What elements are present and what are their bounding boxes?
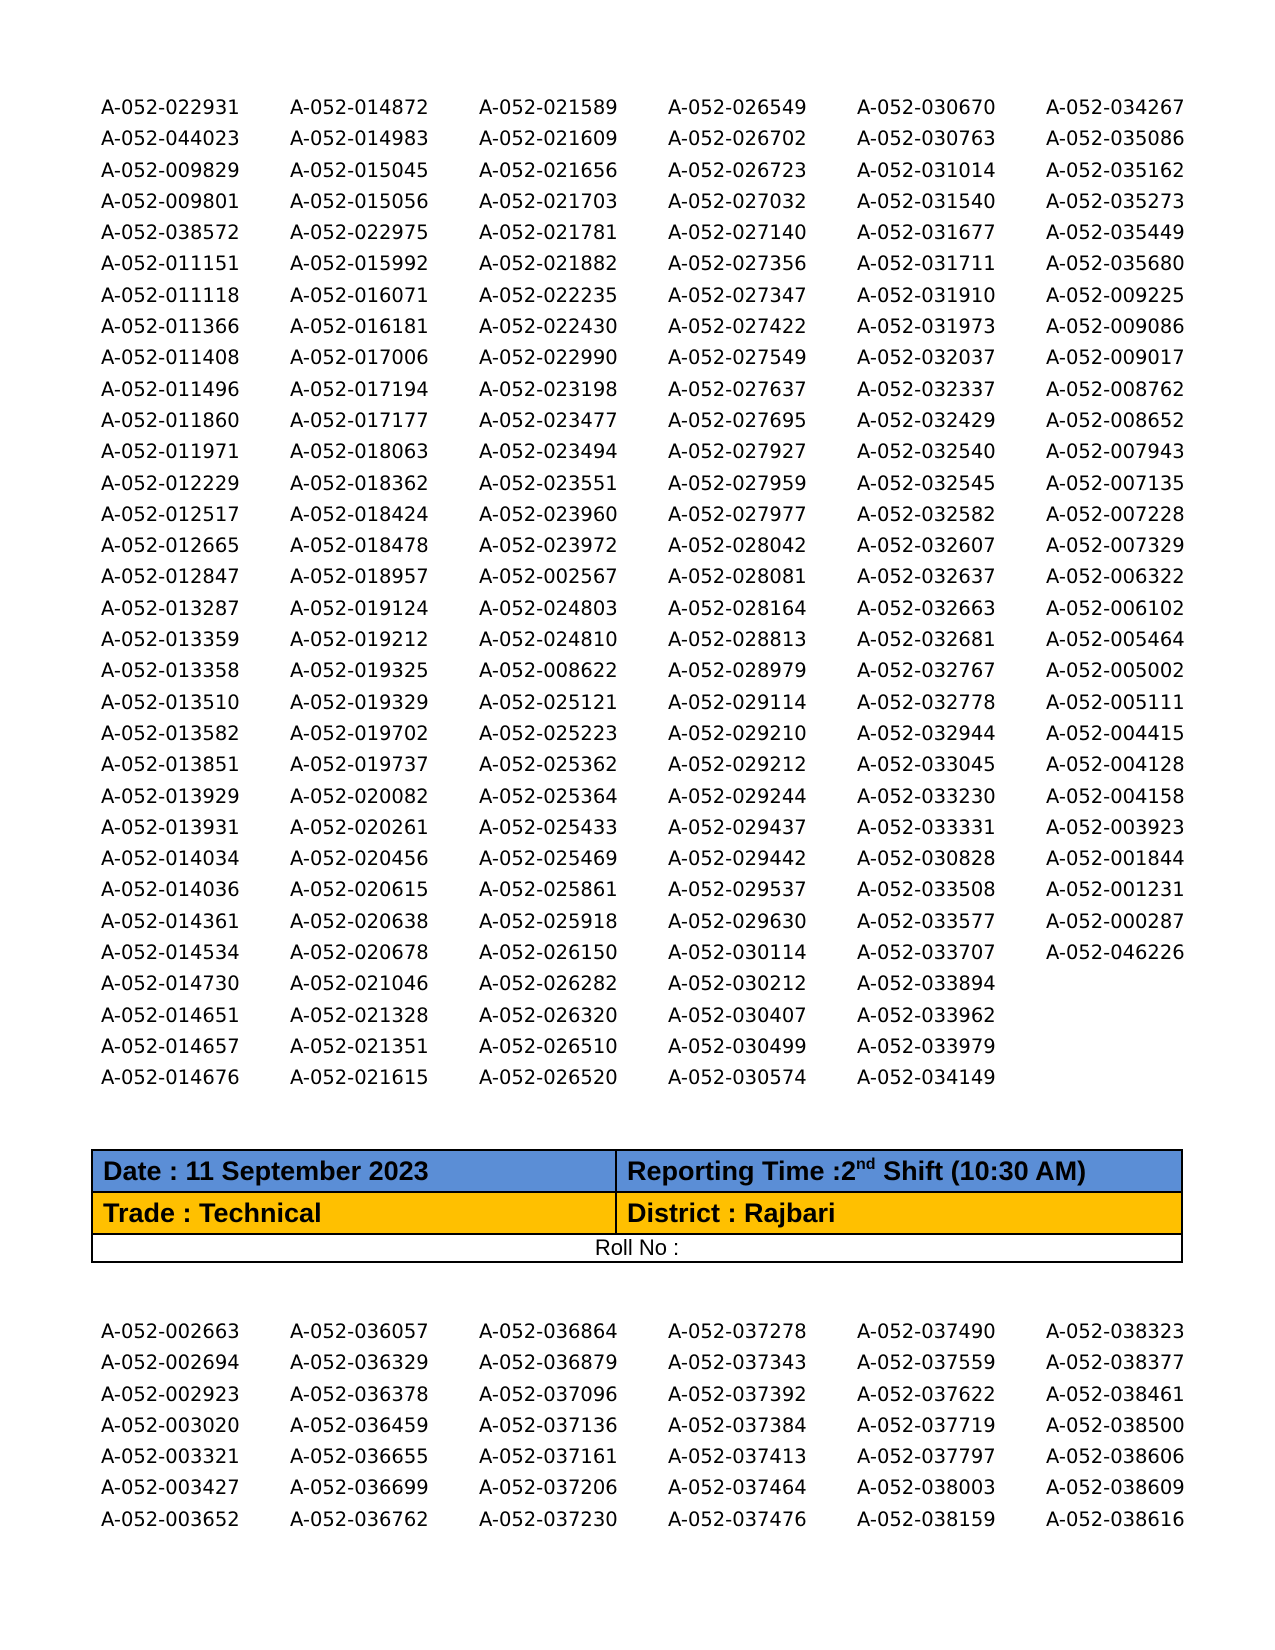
roll-number: A-052-031973 <box>857 315 996 339</box>
roll-number: A-052-023198 <box>479 377 618 401</box>
roll-number: A-052-032778 <box>857 690 996 714</box>
roll-number: A-052-028042 <box>668 534 807 558</box>
roll-number: A-052-029442 <box>668 847 807 871</box>
roll-number: A-052-021882 <box>479 252 618 276</box>
roll-number: A-052-014676 <box>101 1066 240 1090</box>
roll-number: A-052-032767 <box>857 659 996 683</box>
roll-number: A-052-029630 <box>668 909 807 933</box>
roll-number: A-052-017194 <box>290 377 429 401</box>
reporting-time-suffix: Shift (10:30 AM) <box>875 1156 1087 1186</box>
roll-number: A-052-026702 <box>668 127 807 151</box>
roll-number: A-052-003923 <box>1046 815 1185 839</box>
roll-number: A-052-020678 <box>290 941 429 965</box>
roll-number: A-052-032037 <box>857 346 996 370</box>
roll-number: A-052-014534 <box>101 941 240 965</box>
roll-number: A-052-030114 <box>668 941 807 965</box>
roll-number: A-052-033045 <box>857 753 996 777</box>
roll-number: A-052-032582 <box>857 502 996 526</box>
roll-number: A-052-020638 <box>290 909 429 933</box>
roll-number: A-052-029114 <box>668 690 807 714</box>
roll-number: A-052-033230 <box>857 784 996 808</box>
roll-number: A-052-009829 <box>101 158 240 182</box>
roll-number: A-052-023477 <box>479 408 618 432</box>
roll-number: A-052-011860 <box>101 408 240 432</box>
roll-number: A-052-037136 <box>479 1413 618 1437</box>
roll-number: A-052-036879 <box>479 1351 618 1375</box>
roll-number: A-052-027356 <box>668 252 807 276</box>
roll-number: A-052-013358 <box>101 659 240 683</box>
roll-number: A-052-033331 <box>857 815 996 839</box>
roll-number: A-052-008622 <box>479 659 618 683</box>
roll-number: A-052-031677 <box>857 221 996 245</box>
roll-number: A-052-027959 <box>668 471 807 495</box>
roll-number: A-052-033962 <box>857 1003 996 1027</box>
roll-number: A-052-022235 <box>479 283 618 307</box>
roll-number: A-052-008762 <box>1046 377 1185 401</box>
roll-number: A-052-023494 <box>479 440 618 464</box>
roll-number: A-052-038377 <box>1046 1351 1185 1375</box>
roll-number: A-052-002694 <box>101 1351 240 1375</box>
roll-number: A-052-007228 <box>1046 502 1185 526</box>
roll-number: A-052-020615 <box>290 878 429 902</box>
roll-number: A-052-031910 <box>857 283 996 307</box>
roll-number: A-052-021046 <box>290 972 429 996</box>
roll-number: A-052-036329 <box>290 1351 429 1375</box>
roll-number: A-052-030407 <box>668 1003 807 1027</box>
roll-number: A-052-029437 <box>668 815 807 839</box>
roll-number: A-052-014651 <box>101 1003 240 1027</box>
roll-number: A-052-032663 <box>857 596 996 620</box>
roll-number: A-052-037230 <box>479 1507 618 1531</box>
roll-number: A-052-003321 <box>101 1445 240 1469</box>
roll-number: A-052-004158 <box>1046 784 1185 808</box>
roll-number: A-052-021351 <box>290 1034 429 1058</box>
roll-number: A-052-007329 <box>1046 534 1185 558</box>
roll-number: A-052-018478 <box>290 534 429 558</box>
roll-number: A-052-037343 <box>668 1351 807 1375</box>
roll-number: A-052-016181 <box>290 315 429 339</box>
roll-number: A-052-038500 <box>1046 1413 1185 1437</box>
roll-number: A-052-009017 <box>1046 346 1185 370</box>
roll-number: A-052-020261 <box>290 815 429 839</box>
roll-no-label: Roll No : <box>93 1235 1181 1261</box>
roll-number: A-052-027422 <box>668 315 807 339</box>
roll-number: A-052-023972 <box>479 534 618 558</box>
roll-number: A-052-030763 <box>857 127 996 151</box>
roll-number: A-052-006322 <box>1046 565 1185 589</box>
roll-number: A-052-025861 <box>479 878 618 902</box>
roll-number: A-052-021589 <box>479 96 618 119</box>
roll-number: A-052-021328 <box>290 1003 429 1027</box>
roll-number: A-052-036864 <box>479 1320 618 1343</box>
roll-number: A-052-008652 <box>1046 408 1185 432</box>
roll-number: A-052-004415 <box>1046 721 1185 745</box>
roll-number: A-052-032337 <box>857 377 996 401</box>
roll-number: A-052-012665 <box>101 534 240 558</box>
roll-number: A-052-031540 <box>857 189 996 213</box>
roll-number: A-052-029537 <box>668 878 807 902</box>
roll-number: A-052-009086 <box>1046 315 1185 339</box>
date-time-row <box>93 1151 1181 1193</box>
roll-number: A-052-017177 <box>290 408 429 432</box>
roll-number: A-052-005111 <box>1046 690 1185 714</box>
roll-number: A-052-037719 <box>857 1413 996 1437</box>
roll-number: A-052-021703 <box>479 189 618 213</box>
roll-number: A-052-028979 <box>668 659 807 683</box>
roll-number: A-052-033894 <box>857 972 996 996</box>
roll-number: A-052-011408 <box>101 346 240 370</box>
roll-number: A-052-025364 <box>479 784 618 808</box>
roll-number: A-052-035680 <box>1046 252 1185 276</box>
roll-number: A-052-012229 <box>101 471 240 495</box>
roll-number: A-052-014657 <box>101 1034 240 1058</box>
roll-number: A-052-036378 <box>290 1382 429 1406</box>
roll-number: A-052-037278 <box>668 1320 807 1343</box>
roll-number: A-052-037490 <box>857 1320 996 1343</box>
roll-number: A-052-013287 <box>101 596 240 620</box>
roll-number: A-052-028813 <box>668 628 807 652</box>
roll-number: A-052-000287 <box>1046 909 1185 933</box>
roll-number: A-052-027695 <box>668 408 807 432</box>
roll-number: A-052-031014 <box>857 158 996 182</box>
roll-number: A-052-009801 <box>101 189 240 213</box>
roll-number: A-052-013851 <box>101 753 240 777</box>
roll-number: A-052-007135 <box>1046 471 1185 495</box>
trade-cell: Trade : Technical <box>93 1193 617 1233</box>
trade-district-row <box>93 1193 1181 1235</box>
roll-number: A-052-035162 <box>1046 158 1185 182</box>
roll-number: A-052-037413 <box>668 1445 807 1469</box>
roll-number: A-052-026150 <box>479 941 618 965</box>
date-cell: Date : 11 September 2023 <box>93 1151 617 1191</box>
roll-number: A-052-015056 <box>290 189 429 213</box>
roll-number: A-052-025362 <box>479 753 618 777</box>
roll-number: A-052-037384 <box>668 1413 807 1437</box>
roll-number: A-052-038609 <box>1046 1476 1185 1500</box>
roll-number: A-052-003652 <box>101 1507 240 1531</box>
roll-number: A-052-037622 <box>857 1382 996 1406</box>
roll-number: A-052-035449 <box>1046 221 1185 245</box>
roll-number: A-052-035273 <box>1046 189 1185 213</box>
roll-number: A-052-037797 <box>857 1445 996 1469</box>
roll-number: A-052-036057 <box>290 1320 429 1343</box>
roll-number: A-052-032637 <box>857 565 996 589</box>
roll-number: A-052-025433 <box>479 815 618 839</box>
roll-number: A-052-022430 <box>479 315 618 339</box>
roll-number: A-052-020456 <box>290 847 429 871</box>
roll-number: A-052-013359 <box>101 628 240 652</box>
roll-number: A-052-022990 <box>479 346 618 370</box>
roll-number: A-052-021656 <box>479 158 618 182</box>
roll-number: A-052-018424 <box>290 502 429 526</box>
roll-number: A-052-025469 <box>479 847 618 871</box>
roll-number: A-052-001231 <box>1046 878 1185 902</box>
roll-number: A-052-011496 <box>101 377 240 401</box>
roll-number: A-052-038323 <box>1046 1320 1185 1343</box>
roll-number: A-052-026320 <box>479 1003 618 1027</box>
roll-number: A-052-013931 <box>101 815 240 839</box>
roll-number: A-052-037559 <box>857 1351 996 1375</box>
roll-number: A-052-032681 <box>857 628 996 652</box>
roll-number: A-052-024810 <box>479 628 618 652</box>
reporting-time-cell <box>617 1151 1181 1191</box>
roll-number: A-052-033979 <box>857 1034 996 1058</box>
roll-number: A-052-020082 <box>290 784 429 808</box>
roll-number: A-052-037206 <box>479 1476 618 1500</box>
roll-number: A-052-019329 <box>290 690 429 714</box>
roll-number: A-052-004128 <box>1046 753 1185 777</box>
roll-number: A-052-002663 <box>101 1320 240 1343</box>
roll-number: A-052-017006 <box>290 346 429 370</box>
roll-number: A-052-029210 <box>668 721 807 745</box>
schedule-info-table <box>91 1149 1183 1263</box>
reporting-time-superscript: nd <box>856 1156 876 1173</box>
roll-number: A-052-003427 <box>101 1476 240 1500</box>
roll-number: A-052-037161 <box>479 1445 618 1469</box>
roll-number: A-052-018063 <box>290 440 429 464</box>
roll-number: A-052-032540 <box>857 440 996 464</box>
reporting-time-prefix: Reporting Time :2 <box>627 1156 857 1186</box>
roll-number: A-052-027549 <box>668 346 807 370</box>
roll-number: A-052-032545 <box>857 471 996 495</box>
roll-number: A-052-032429 <box>857 408 996 432</box>
roll-number: A-052-038159 <box>857 1507 996 1531</box>
roll-number: A-052-025223 <box>479 721 618 745</box>
roll-number: A-052-038616 <box>1046 1507 1185 1531</box>
roll-number: A-052-011151 <box>101 252 240 276</box>
roll-number: A-052-015045 <box>290 158 429 182</box>
roll-number: A-052-028164 <box>668 596 807 620</box>
roll-number: A-052-033707 <box>857 941 996 965</box>
roll-number: A-052-022931 <box>101 96 240 119</box>
roll-number: A-052-026723 <box>668 158 807 182</box>
roll-number: A-052-002923 <box>101 1382 240 1406</box>
roll-number: A-052-029244 <box>668 784 807 808</box>
roll-number: A-052-007943 <box>1046 440 1185 464</box>
roll-number: A-052-034149 <box>857 1066 996 1090</box>
roll-number: A-052-011971 <box>101 440 240 464</box>
roll-number: A-052-036459 <box>290 1413 429 1437</box>
roll-number: A-052-027977 <box>668 502 807 526</box>
roll-number: A-052-026282 <box>479 972 618 996</box>
roll-number: A-052-019702 <box>290 721 429 745</box>
roll-number: A-052-021615 <box>290 1066 429 1090</box>
roll-number: A-052-018957 <box>290 565 429 589</box>
roll-number: A-052-027637 <box>668 377 807 401</box>
roll-number: A-052-027347 <box>668 283 807 307</box>
roll-number: A-052-011118 <box>101 283 240 307</box>
roll-number: A-052-012847 <box>101 565 240 589</box>
roll-number: A-052-036762 <box>290 1507 429 1531</box>
roll-number: A-052-024803 <box>479 596 618 620</box>
roll-number: A-052-033508 <box>857 878 996 902</box>
roll-number: A-052-035086 <box>1046 127 1185 151</box>
roll-number: A-052-034267 <box>1046 96 1185 119</box>
roll-number: A-052-036655 <box>290 1445 429 1469</box>
roll-number: A-052-018362 <box>290 471 429 495</box>
roll-number: A-052-013510 <box>101 690 240 714</box>
roll-number: A-052-023960 <box>479 502 618 526</box>
roll-number: A-052-026549 <box>668 96 807 119</box>
roll-number: A-052-013929 <box>101 784 240 808</box>
roll-number: A-052-014034 <box>101 847 240 871</box>
roll-number: A-052-028081 <box>668 565 807 589</box>
roll-number: A-052-025121 <box>479 690 618 714</box>
roll-number: A-052-029212 <box>668 753 807 777</box>
roll-number: A-052-027927 <box>668 440 807 464</box>
roll-number: A-052-013582 <box>101 721 240 745</box>
roll-number: A-052-001844 <box>1046 847 1185 871</box>
roll-number: A-052-037096 <box>479 1382 618 1406</box>
roll-number: A-052-030212 <box>668 972 807 996</box>
roll-number: A-052-037476 <box>668 1507 807 1531</box>
roll-number: A-052-014730 <box>101 972 240 996</box>
roll-number: A-052-023551 <box>479 471 618 495</box>
roll-number: A-052-014036 <box>101 878 240 902</box>
roll-number: A-052-038003 <box>857 1476 996 1500</box>
roll-number: A-052-037392 <box>668 1382 807 1406</box>
roll-number: A-052-027140 <box>668 221 807 245</box>
roll-number: A-052-019737 <box>290 753 429 777</box>
roll-number: A-052-009225 <box>1046 283 1185 307</box>
roll-number: A-052-014872 <box>290 96 429 119</box>
roll-number: A-052-021781 <box>479 221 618 245</box>
roll-number: A-052-019212 <box>290 628 429 652</box>
roll-number: A-052-026510 <box>479 1034 618 1058</box>
roll-number-list-top <box>101 92 1235 1094</box>
roll-number: A-052-030670 <box>857 96 996 119</box>
roll-number: A-052-003020 <box>101 1413 240 1437</box>
roll-number: A-052-044023 <box>101 127 240 151</box>
district-cell: District : Rajbari <box>627 1198 836 1228</box>
roll-number: A-052-030499 <box>668 1034 807 1058</box>
roll-number: A-052-038461 <box>1046 1382 1185 1406</box>
roll-number: A-052-038606 <box>1046 1445 1185 1469</box>
roll-number: A-052-012517 <box>101 502 240 526</box>
roll-number: A-052-026520 <box>479 1066 618 1090</box>
roll-number: A-052-030574 <box>668 1066 807 1090</box>
roll-number: A-052-019124 <box>290 596 429 620</box>
roll-number: A-052-037464 <box>668 1476 807 1500</box>
roll-number: A-052-002567 <box>479 565 618 589</box>
roll-number-list-bottom <box>101 1316 1235 1535</box>
roll-number: A-052-021609 <box>479 127 618 151</box>
roll-number: A-052-036699 <box>290 1476 429 1500</box>
roll-number: A-052-016071 <box>290 283 429 307</box>
roll-number: A-052-025918 <box>479 909 618 933</box>
roll-number: A-052-014361 <box>101 909 240 933</box>
roll-number: A-052-030828 <box>857 847 996 871</box>
roll-number: A-052-038572 <box>101 221 240 245</box>
roll-number: A-052-014983 <box>290 127 429 151</box>
roll-number: A-052-022975 <box>290 221 429 245</box>
roll-number: A-052-015992 <box>290 252 429 276</box>
roll-number: A-052-005002 <box>1046 659 1185 683</box>
roll-number: A-052-033577 <box>857 909 996 933</box>
roll-number: A-052-006102 <box>1046 596 1185 620</box>
roll-number: A-052-027032 <box>668 189 807 213</box>
roll-number: A-052-046226 <box>1046 941 1185 965</box>
roll-number: A-052-032944 <box>857 721 996 745</box>
roll-number: A-052-032607 <box>857 534 996 558</box>
roll-number: A-052-031711 <box>857 252 996 276</box>
roll-number: A-052-011366 <box>101 315 240 339</box>
roll-number: A-052-019325 <box>290 659 429 683</box>
roll-number: A-052-005464 <box>1046 628 1185 652</box>
